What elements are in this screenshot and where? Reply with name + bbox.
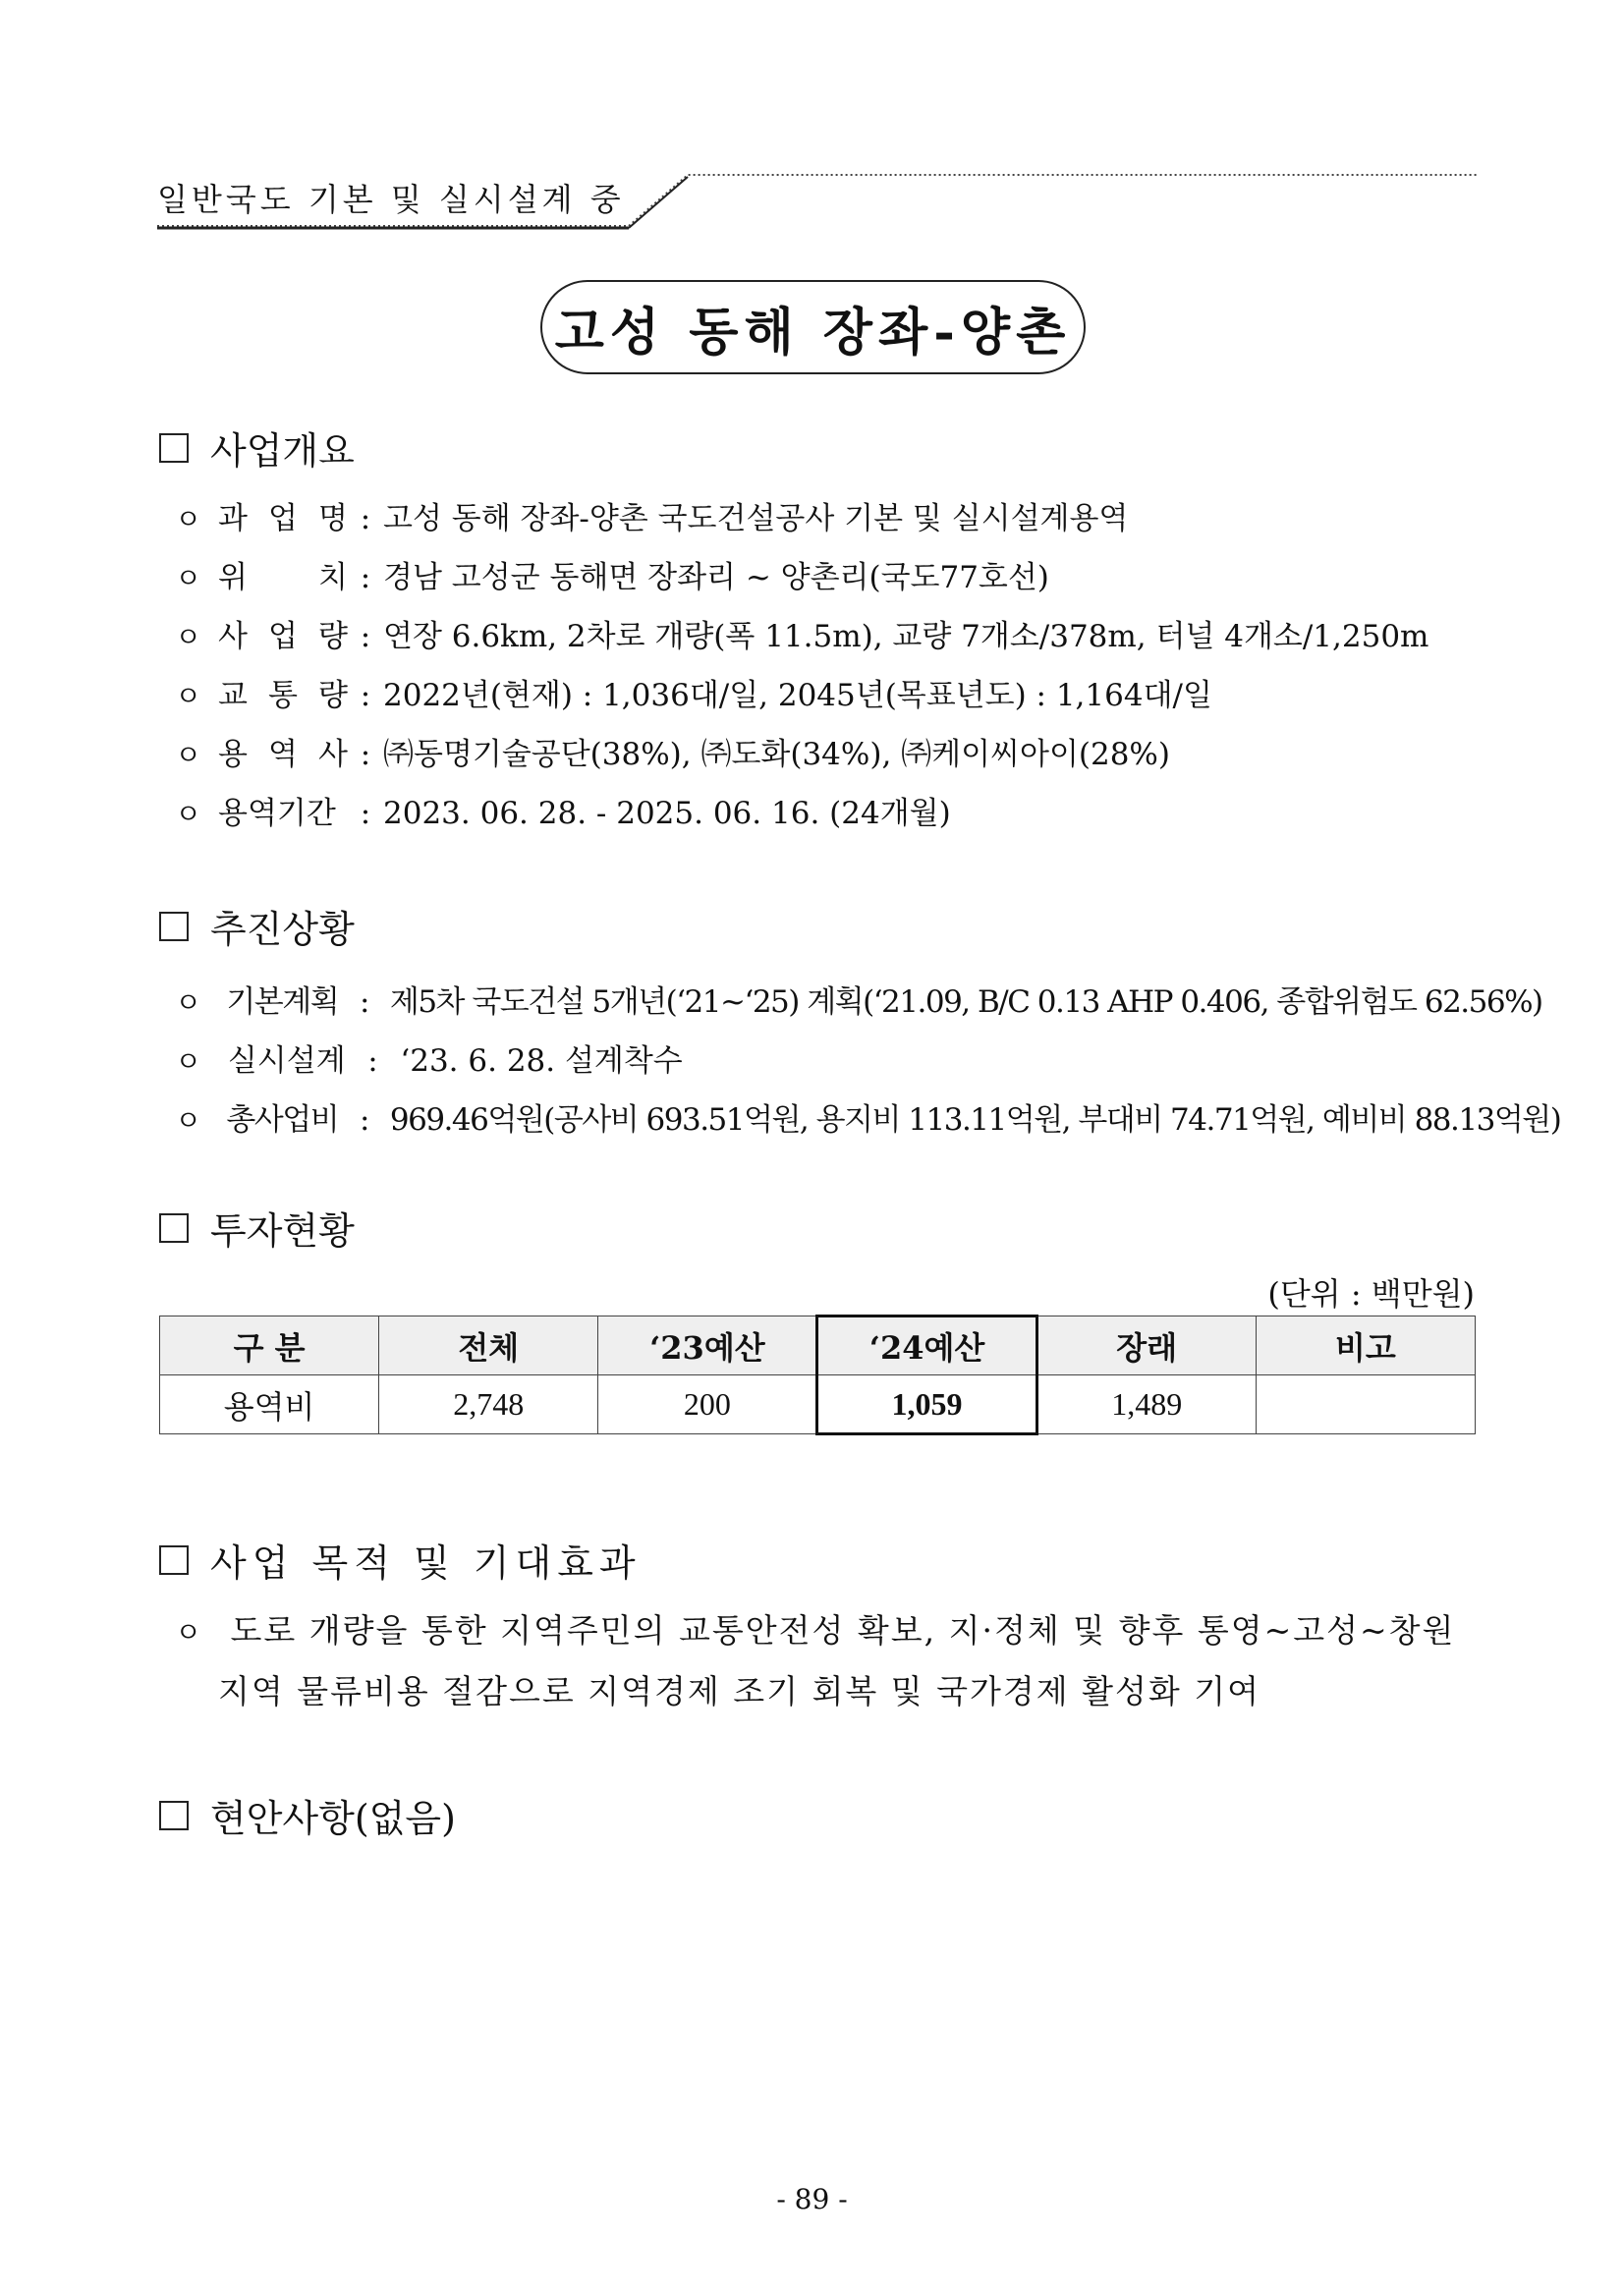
col-header-budget-23: ‘23예산	[598, 1316, 817, 1375]
progress-item-basic-plan: ㅇ 기본계획 : 제5차 국도건설 5개년(‘21~‘25) 계획(‘21.09, B/C 0.13 AHP 0.406, 종합위험도 62.56%)	[175, 977, 1542, 1021]
section-issues-heading: 현안사항(없음)	[159, 1788, 456, 1842]
section-progress-heading: 추진상황	[159, 899, 355, 953]
col-header-category: 구 분	[160, 1316, 379, 1375]
cell-budget-24: 1,059	[817, 1375, 1036, 1434]
overview-item-period: ㅇ 용역기간 : 2023. 06. 28. - 2025. 06. 16. (24개월)	[175, 788, 951, 832]
table-header-row	[160, 1316, 1476, 1375]
table-row	[160, 1375, 1476, 1434]
overview-item-contractor: ㅇ 용 역 사 : ㈜동명기술공단(38%), ㈜도화(34%), ㈜케이씨아이(28%)	[175, 729, 1170, 773]
circle-bullet-icon: ㅇ	[175, 680, 202, 712]
square-bullet-icon	[159, 1545, 189, 1575]
cell-budget-23: 200	[598, 1375, 817, 1434]
col-header-budget-24: ‘24예산	[817, 1316, 1036, 1375]
circle-bullet-icon: ㅇ	[175, 503, 202, 535]
header-category: 일반국도 기본 및 실시설계 중	[157, 181, 625, 218]
col-header-future: 장래	[1036, 1316, 1256, 1375]
circle-bullet-icon: ㅇ	[175, 1104, 200, 1137]
circle-bullet-icon: ㅇ	[175, 1616, 204, 1649]
section-purpose-heading: 사업 목적 및 기대효과	[159, 1533, 642, 1587]
circle-bullet-icon: ㅇ	[175, 621, 202, 653]
circle-bullet-icon: ㅇ	[175, 986, 200, 1019]
col-header-remarks: 비고	[1256, 1316, 1475, 1375]
progress-item-detail-design: ㅇ 실시설계 : ‘23. 6. 28. 설계착수	[175, 1036, 683, 1080]
overview-item-scope: ㅇ 사 업 량 : 연장 6.6km, 2차로 개량(폭 11.5m), 교량 7개소/378m, 터널 4개소/1,250m	[175, 611, 1428, 655]
square-bullet-icon	[159, 433, 189, 463]
cell-future: 1,489	[1036, 1375, 1256, 1434]
section-investment-heading: 투자현황	[159, 1201, 355, 1255]
square-bullet-icon	[159, 1213, 189, 1243]
cell-category: 용역비	[160, 1375, 379, 1434]
cell-remarks	[1256, 1375, 1475, 1434]
circle-bullet-icon: ㅇ	[175, 1045, 202, 1078]
overview-item-location: ㅇ 위 치 : 경남 고성군 동해면 장좌리 ~ 양촌리(국도77호선)	[175, 552, 1049, 596]
page-title: 고성 동해 장좌-양촌	[540, 280, 1086, 374]
section-overview-heading: 사업개요	[159, 420, 355, 475]
overview-item-name: ㅇ 과 업 명 : 고성 동해 장좌-양촌 국도건설공사 기본 및 실시설계용역	[175, 493, 1128, 537]
col-header-total: 전체	[379, 1316, 598, 1375]
circle-bullet-icon: ㅇ	[175, 798, 202, 830]
purpose-line-2: 지역 물류비용 절감으로 지역경제 조기 회복 및 국가경제 활성화 기여	[218, 1672, 1260, 1710]
page-number: - 89 -	[776, 2183, 848, 2215]
circle-bullet-icon: ㅇ	[175, 739, 202, 771]
unit-label: (단위 : 백만원)	[1267, 1275, 1475, 1313]
investment-table	[159, 1315, 1476, 1435]
circle-bullet-icon: ㅇ	[175, 562, 202, 594]
progress-item-total-cost: ㅇ 총사업비 : 969.46억원(공사비 693.51억원, 용지비 113.11억원, 부대비 74.71억원, 예비비 88.13억원)	[175, 1094, 1560, 1139]
square-bullet-icon	[159, 1801, 189, 1830]
cell-total: 2,748	[379, 1375, 598, 1434]
overview-item-traffic: ㅇ 교 통 량 : 2022년(현재) : 1,036대/일, 2045년(목표년도) : 1,164대/일	[175, 670, 1212, 714]
square-bullet-icon	[159, 912, 189, 941]
purpose-line-1: ㅇ 도로 개량을 통한 지역주민의 교통안전성 확보, 지·정체 및 향후 통영~고성~창원	[175, 1611, 1456, 1650]
